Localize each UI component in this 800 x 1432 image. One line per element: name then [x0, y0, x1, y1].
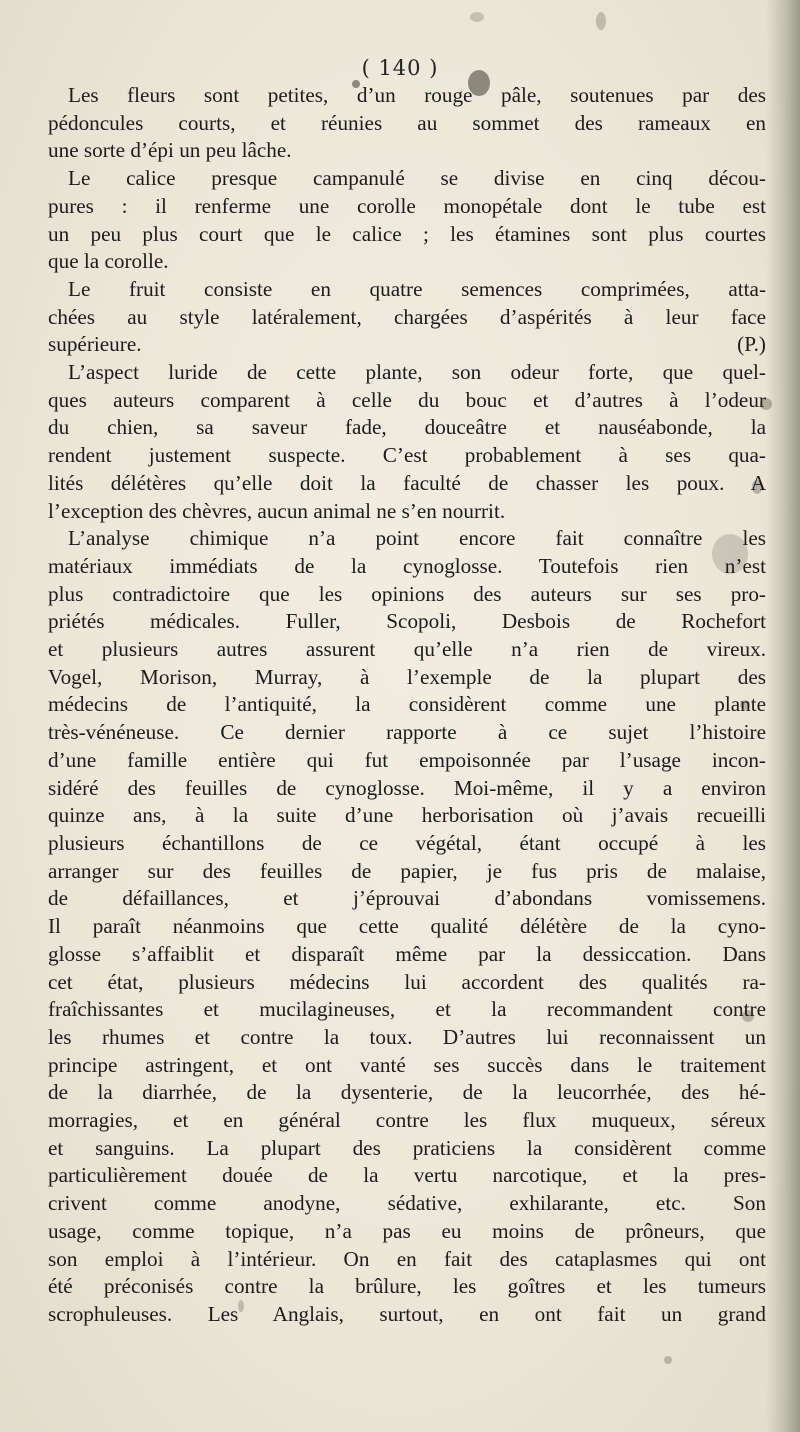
text-line: et sanguins. La plupart des praticiens la considèrent comme: [48, 1135, 766, 1160]
text-line: chées au style latéralement, chargées d’aspérités à leur face: [48, 304, 766, 329]
text-line: supérieure. (P.): [48, 332, 766, 357]
text-line: Le fruit consiste en quatre semences comprimées, atta-: [68, 276, 766, 301]
text-line: Il paraît néanmoins que cette qualité délétère de la cyno-: [48, 914, 766, 939]
ink-stain: [664, 1356, 672, 1364]
text-line: médecins de l’antiquité, la considèrent comme une plante: [48, 692, 766, 717]
text-line: ques auteurs comparent à celle du bouc et d’autres à l’odeur: [48, 387, 766, 412]
text-line: crivent comme anodyne, sédative, exhilarante, etc. Son: [48, 1191, 766, 1216]
page-edge-shadow: [766, 0, 800, 1432]
text-line: fraîchissantes et mucilagineuses, et la recommandent contre: [48, 997, 766, 1022]
text-line: Le calice presque campanulé se divise en cinq décou-: [68, 166, 766, 191]
text-line: que la corolle.: [48, 249, 169, 274]
text-line: du chien, sa saveur fade, douceâtre et nauséabonde, la: [48, 415, 766, 440]
text-line: Vogel, Morison, Murray, à l’exemple de la plupart des: [48, 664, 766, 689]
text-line: usage, comme topique, n’a pas eu moins de prôneurs, que: [48, 1218, 766, 1243]
text-line: plusieurs échantillons de ce végétal, étant occupé à les: [48, 830, 766, 855]
text-line: d’une famille entière qui fut empoisonnée par l’usage incon-: [48, 747, 766, 772]
text-line: et plusieurs autres assurent qu’elle n’a rien de vireux.: [48, 637, 766, 662]
text-line: été préconisés contre la brûlure, les goîtres et les tumeurs: [48, 1274, 766, 1299]
text-line: principe astringent, et ont vanté ses succès dans le traitement: [48, 1052, 766, 1077]
text-line: priétés médicales. Fuller, Scopoli, Desbois de Rochefort: [48, 609, 766, 634]
text-line: morragies, et en général contre les flux muqueux, séreux: [48, 1108, 766, 1133]
text-line: scrophuleuses. Les Anglais, surtout, en ont fait un grand: [48, 1301, 766, 1326]
text-line: une sorte d’épi un peu lâche.: [48, 138, 292, 163]
text-line: arranger sur des feuilles de papier, je fus pris de malaise,: [48, 858, 766, 883]
text-line: très-vénéneuse. Ce dernier rapporte à ce sujet l’histoire: [48, 720, 766, 745]
text-line: L’aspect luride de cette plante, son odeur forte, que quel-: [68, 360, 766, 385]
text-line: pédoncules courts, et réunies au sommet des rameaux en: [48, 110, 766, 135]
text-line: quinze ans, à la suite d’une herborisation où j’avais recueilli: [48, 803, 766, 828]
body-text: [48, 82, 766, 1329]
text-line: rendent justement suspecte. C’est probablement à ses qua-: [48, 443, 766, 468]
text-line: lités délétères qu’elle doit la faculté de chasser les poux. A: [48, 470, 766, 495]
text-line: pures : il renferme une corolle monopétale dont le tube est: [48, 193, 766, 218]
text-line: L’analyse chimique n’a point encore fait connaître les: [68, 526, 766, 551]
text-line: glosse s’affaiblit et disparaît même par la dessiccation. Dans: [48, 941, 766, 966]
text-line: cet état, plusieurs médecins lui accordent des qualités ra-: [48, 969, 766, 994]
text-line: sidéré des feuilles de cynoglosse. Moi-même, il y a environ: [48, 775, 766, 800]
page-number-header: ( 140 ): [361, 56, 439, 80]
ink-stain: [470, 12, 484, 22]
text-line: de défaillances, et j’éprouvai d’abondans vomissemens.: [48, 886, 766, 911]
text-line: particulièrement douée de la vertu narcotique, et la pres-: [48, 1163, 766, 1188]
text-line: Les fleurs sont petites, d’un rouge pâle, soutenues par des: [68, 83, 766, 107]
ink-stain: [596, 12, 606, 30]
text-line: un peu plus court que le calice ; les étamines sont plus courtes: [48, 221, 766, 246]
text-line: les rhumes et contre la toux. D’autres lui reconnaissent un: [48, 1024, 766, 1049]
text-line: son emploi à l’intérieur. On en fait des cataplasmes qui ont: [48, 1246, 766, 1271]
text-line: de la diarrhée, de la dysenterie, de la leucorrhée, des hé-: [48, 1080, 766, 1105]
text-line: plus contradictoire que les opinions des auteurs sur ses pro-: [48, 581, 766, 606]
text-line: matériaux immédiats de la cynoglosse. Toutefois rien n’est: [48, 553, 766, 578]
text-line: l’exception des chèvres, aucun animal ne s’en nourrit.: [48, 498, 506, 523]
